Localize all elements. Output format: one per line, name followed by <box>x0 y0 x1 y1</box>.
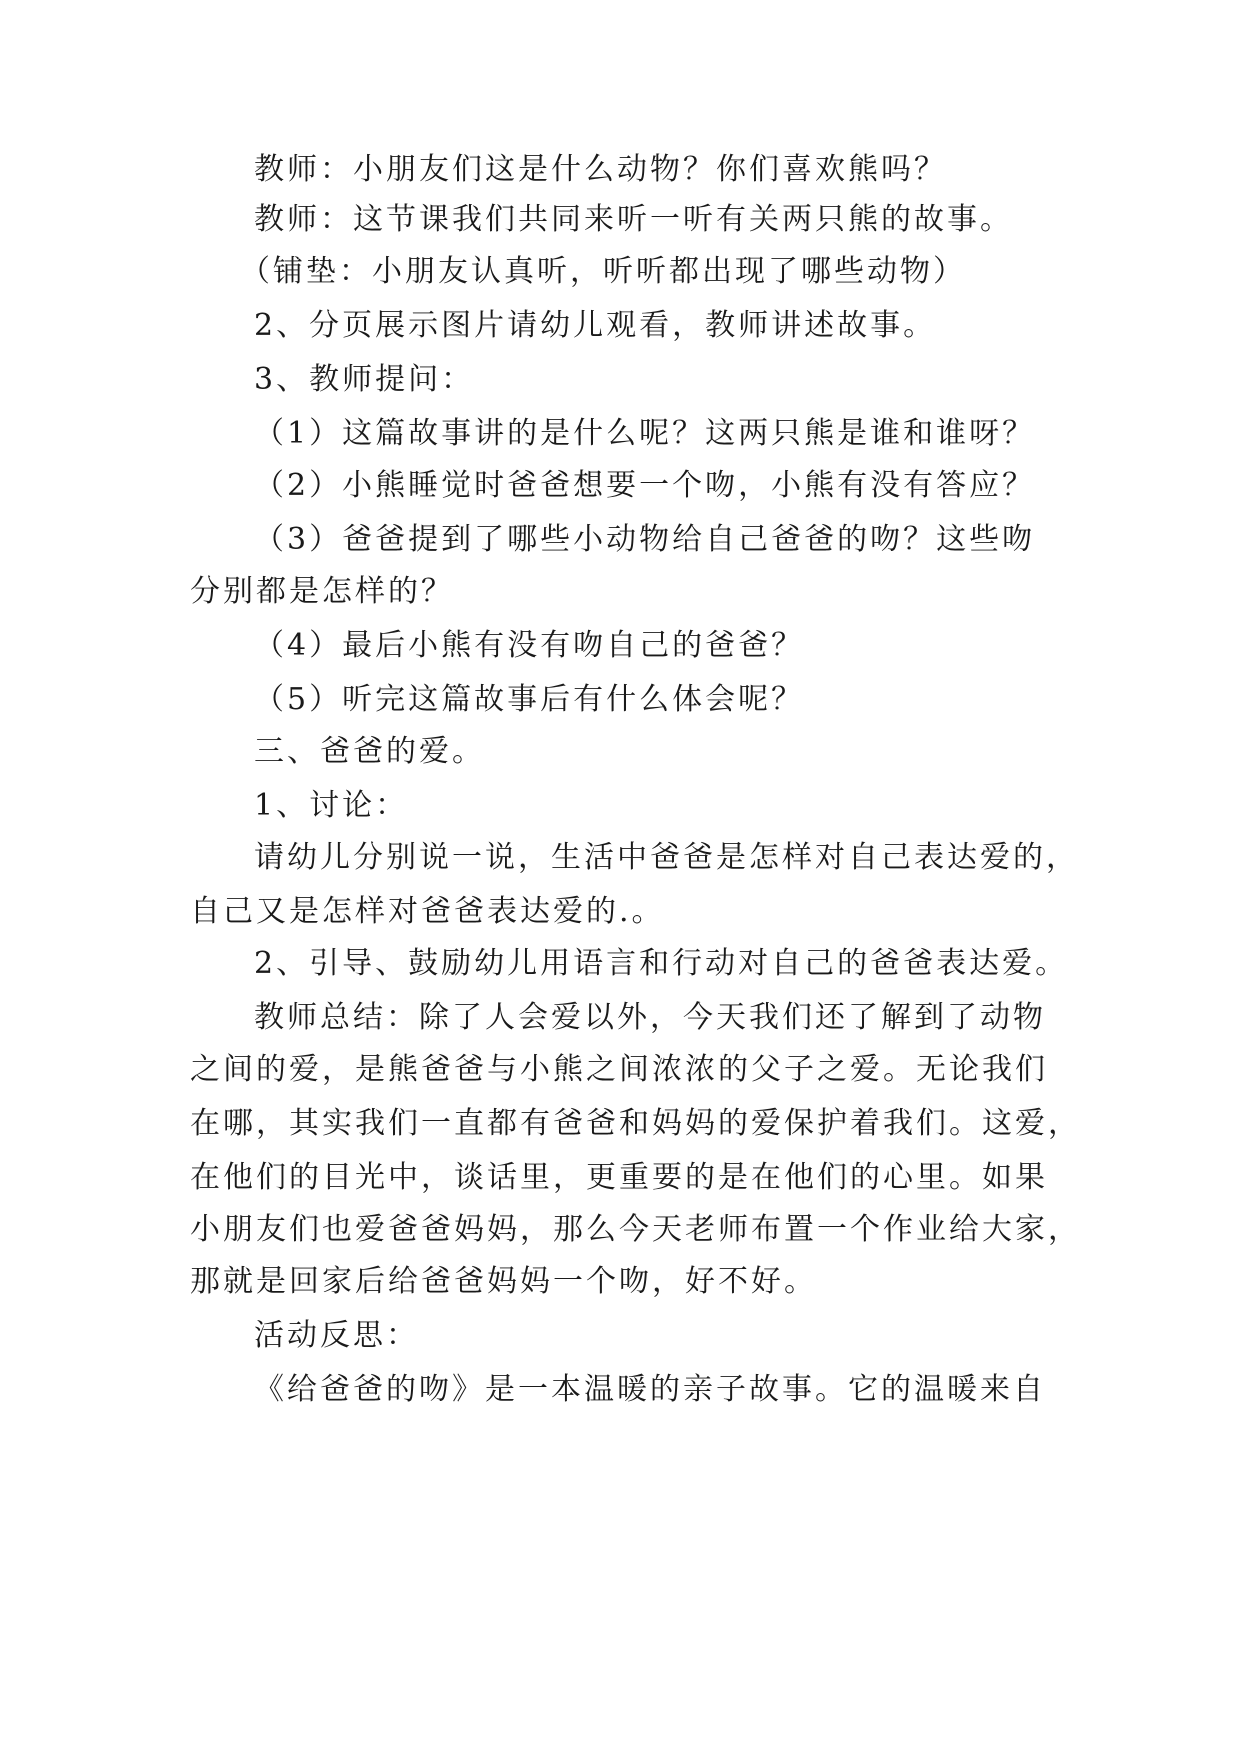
text-line: 3、教师提问： <box>254 362 475 397</box>
text-line: （5）听完这篇故事后有什么体会呢？ <box>254 682 805 717</box>
text-line: 2、引导、鼓励幼儿用语言和行动对自己的爸爸表达爱。 <box>254 946 1069 981</box>
text-line: 在他们的目光中，谈话里，更重要的是在他们的心里。如果 <box>190 1160 1048 1195</box>
text-line: （铺垫：小朋友认真听，听听都出现了哪些动物） <box>240 254 966 289</box>
text-line: 教师：这节课我们共同来听一听有关两只熊的故事。 <box>254 202 1013 237</box>
section-heading: 活动反思： <box>254 1318 419 1353</box>
section-heading: 三、爸爸的爱。 <box>254 734 485 769</box>
text-line: 自己又是怎样对爸爸表达爱的.。 <box>190 894 665 929</box>
text-line: 教师：小朋友们这是什么动物？你们喜欢熊吗？ <box>254 152 947 187</box>
text-line: （3）爸爸提到了哪些小动物给自己爸爸的吻？这些吻 <box>254 522 1036 557</box>
text-line: 那就是回家后给爸爸妈妈一个吻，好不好。 <box>190 1264 817 1299</box>
text-line: 《给爸爸的吻》是一本温暖的亲子故事。它的温暖来自 <box>254 1372 1046 1407</box>
text-line: 分别都是怎样的？ <box>190 574 454 609</box>
text-line: （4）最后小熊有没有吻自己的爸爸？ <box>254 628 805 663</box>
text-line: 1、讨论： <box>254 788 409 823</box>
text-line: 2、分页展示图片请幼儿观看，教师讲述故事。 <box>254 308 937 343</box>
text-line: （2）小熊睡觉时爸爸想要一个吻，小熊有没有答应？ <box>254 468 1036 503</box>
text-line: 之间的爱，是熊爸爸与小熊之间浓浓的父子之爱。无论我们 <box>190 1052 1048 1087</box>
text-line: （1）这篇故事讲的是什么呢？这两只熊是谁和谁呀？ <box>254 416 1036 451</box>
text-line: 小朋友们也爱爸爸妈妈，那么今天老师布置一个作业给大家， <box>190 1212 1081 1247</box>
text-line: 教师总结：除了人会爱以外，今天我们还了解到了动物 <box>254 1000 1046 1035</box>
text-line: 在哪，其实我们一直都有爸爸和妈妈的爱保护着我们。这爱， <box>190 1106 1081 1141</box>
text-line: 请幼儿分别说一说，生活中爸爸是怎样对自己表达爱的， <box>254 840 1079 875</box>
